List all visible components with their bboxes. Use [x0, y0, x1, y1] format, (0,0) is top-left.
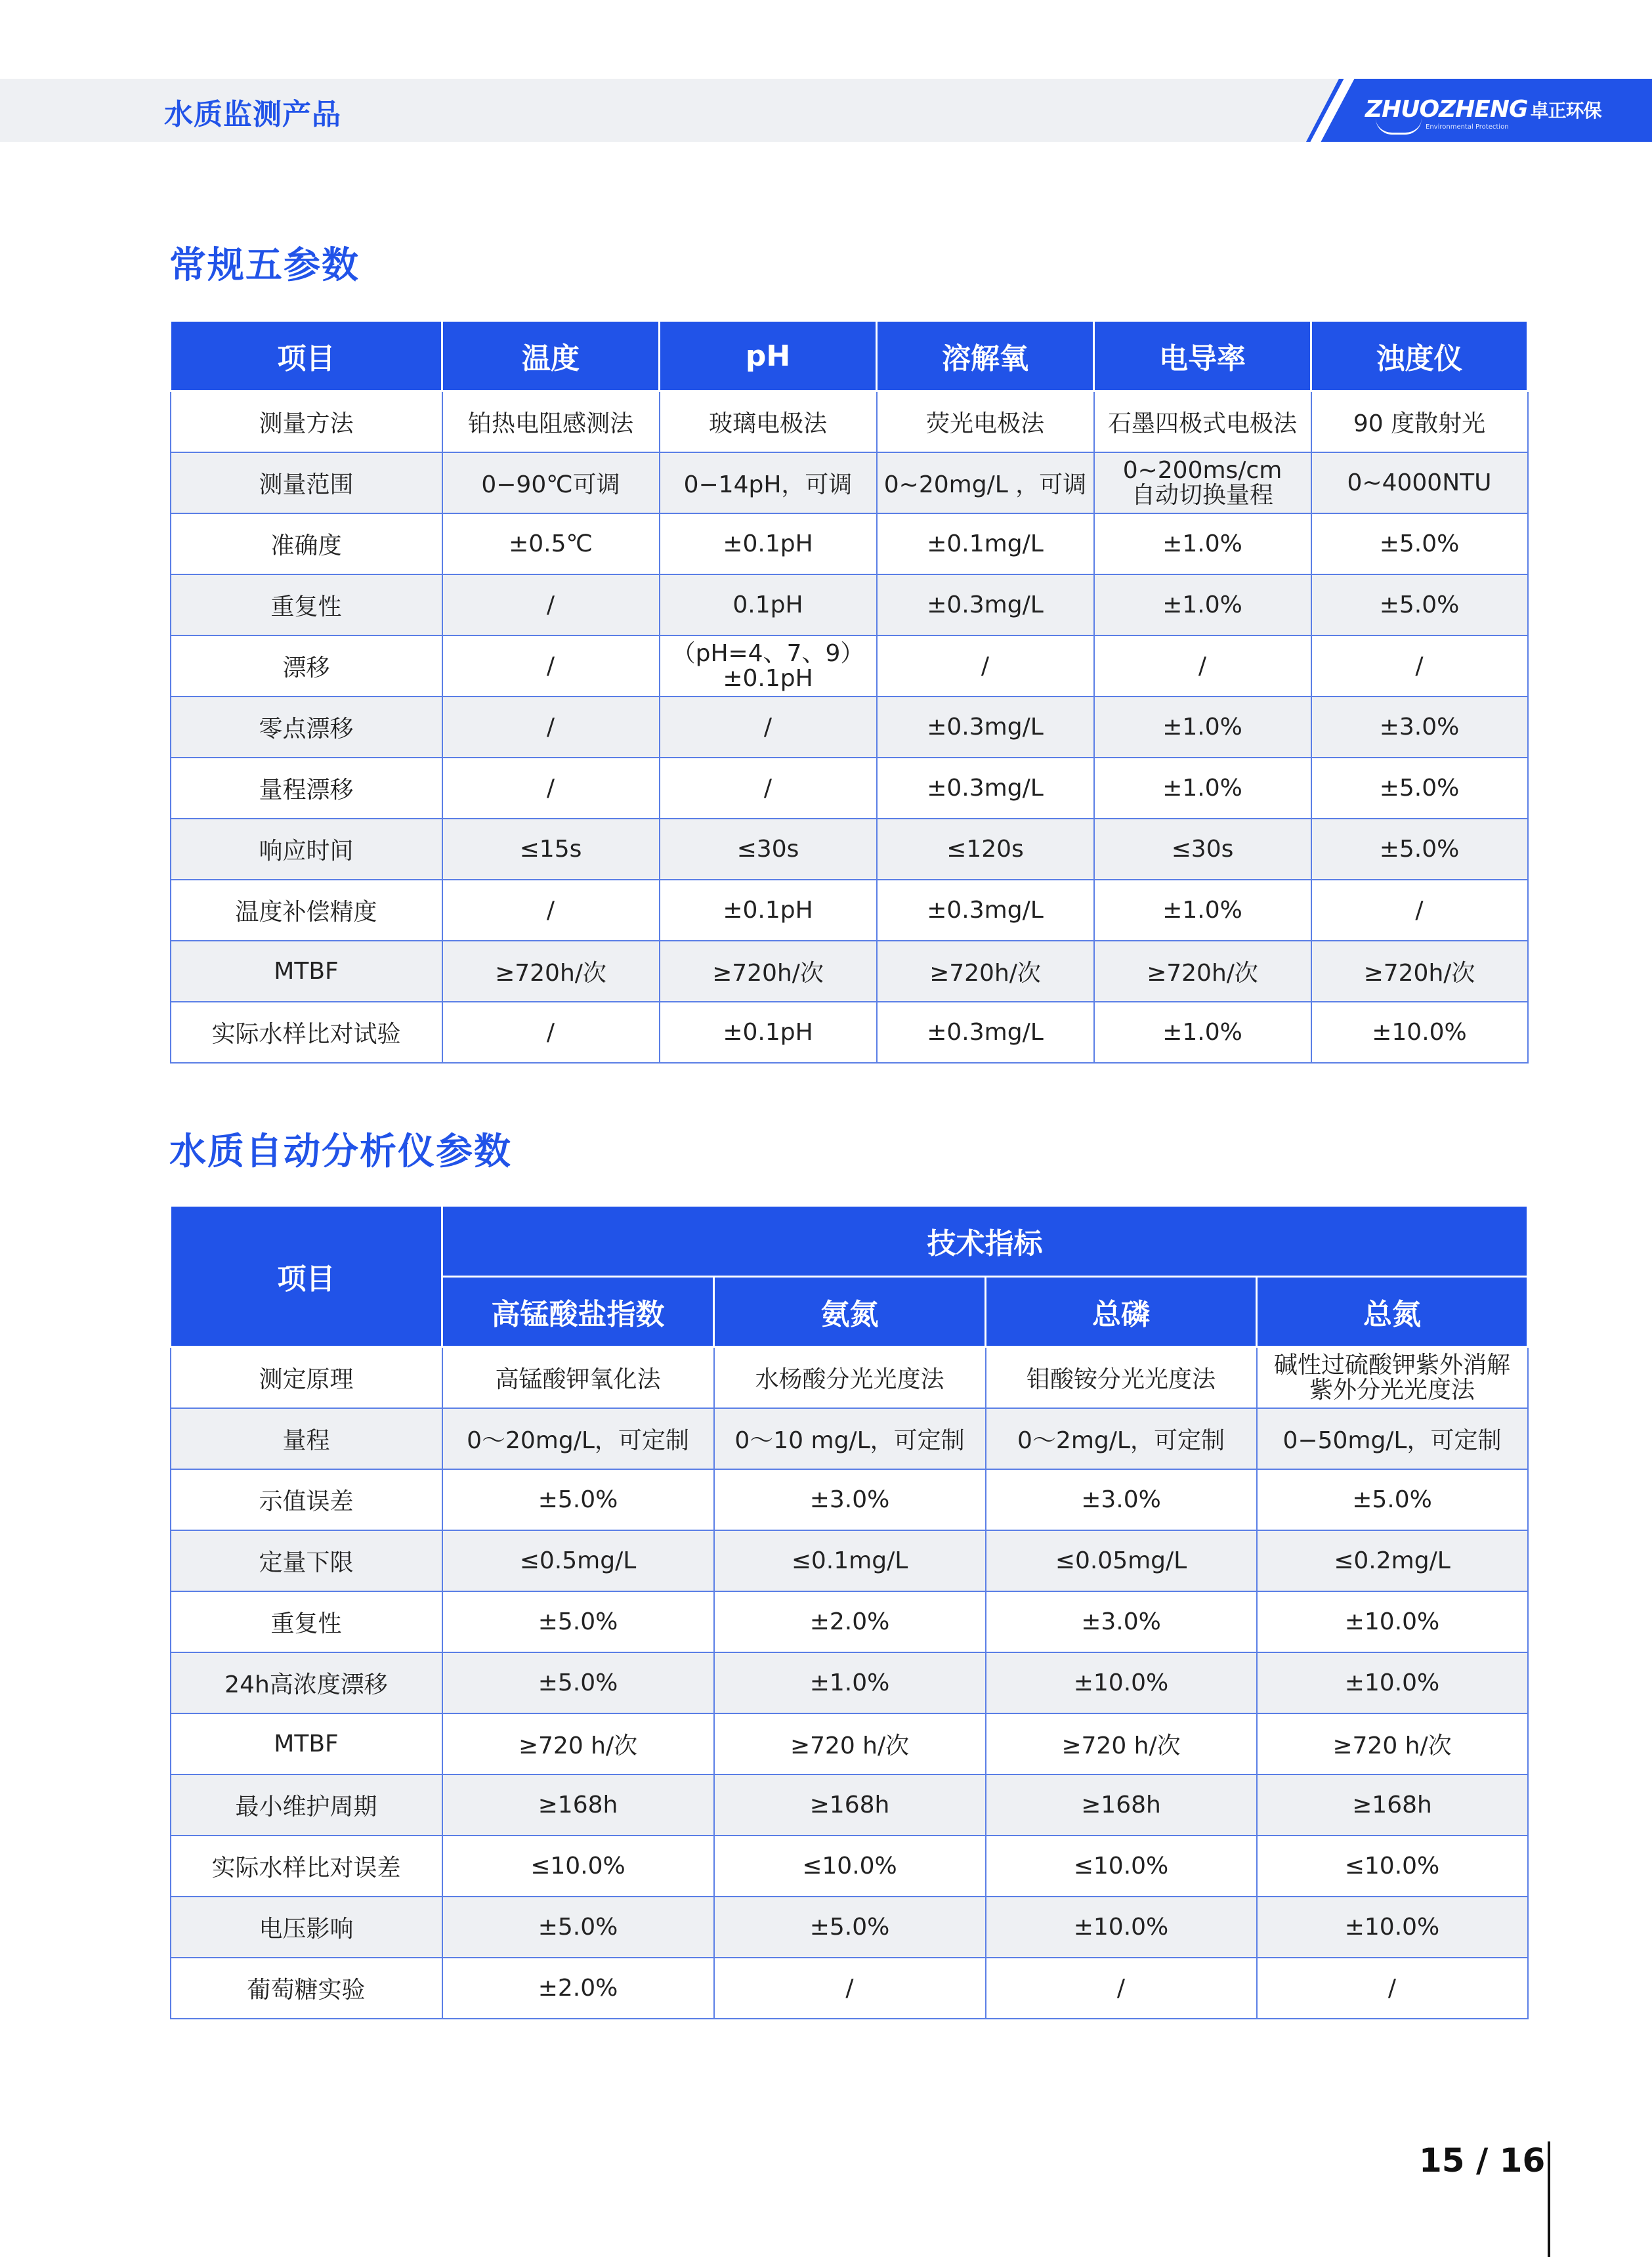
table-row: [171, 1897, 1528, 1958]
section2-title: 水质自动分析仪参数: [169, 1130, 512, 1173]
table-cell: 石墨四极式电极法: [1094, 391, 1311, 453]
table-cell: ≤120s: [877, 819, 1094, 880]
row-label: 测定原理: [171, 1347, 442, 1409]
table-row: [171, 1408, 1528, 1469]
column-header: 总氮: [1257, 1276, 1528, 1347]
table-cell: ≥720h/次: [660, 941, 877, 1002]
table-cell: 0−50mg/L，可定制: [1257, 1408, 1528, 1469]
table-cell: ≥720 h/次: [986, 1713, 1257, 1774]
table-cell: ±10.0%: [1257, 1652, 1528, 1713]
table-cell: ±10.0%: [986, 1652, 1257, 1713]
table-row: [171, 1469, 1528, 1530]
table-row: [171, 819, 1528, 880]
table-cell: 0～10 mg/L，可定制: [714, 1408, 986, 1469]
page-divider: [1548, 2141, 1550, 2257]
row-label: 定量下限: [171, 1530, 442, 1591]
table-cell: ±1.0%: [1094, 697, 1311, 758]
column-header: 总磷: [986, 1276, 1257, 1347]
row-label: 最小维护周期: [171, 1774, 442, 1836]
params-table: [169, 320, 1529, 1064]
table-cell: /: [442, 697, 660, 758]
table-cell: ±5.0%: [442, 1591, 714, 1652]
table-cell: ±0.3mg/L: [877, 1002, 1094, 1063]
row-label: 准确度: [171, 513, 442, 574]
table-cell: /: [660, 758, 877, 819]
table-cell: ±5.0%: [1257, 1469, 1528, 1530]
table-cell: ±0.1pH: [660, 880, 877, 941]
table-cell: ≥720 h/次: [1257, 1713, 1528, 1774]
row-label: 葡萄糖实验: [171, 1958, 442, 2019]
table-cell: ±1.0%: [1094, 513, 1311, 574]
table-cell: /: [660, 697, 877, 758]
table-cell: ±10.0%: [1257, 1591, 1528, 1652]
row-label: 响应时间: [171, 819, 442, 880]
table-cell: 90 度散射光: [1311, 391, 1528, 453]
table-row: [171, 1713, 1528, 1774]
table-cell: ±2.0%: [714, 1591, 986, 1652]
table-cell: ≥720h/次: [1094, 941, 1311, 1002]
table-row: [171, 1002, 1528, 1063]
table-row: [171, 1652, 1528, 1713]
table-cell: ≥168h: [442, 1774, 714, 1836]
table-cell: /: [714, 1958, 986, 2019]
column-header: 氨氮: [714, 1276, 986, 1347]
table-cell: ±1.0%: [1094, 574, 1311, 635]
column-header: 高锰酸盐指数: [442, 1276, 714, 1347]
table-cell: ±0.3mg/L: [877, 758, 1094, 819]
table-cell: 钼酸铵分光光度法: [986, 1347, 1257, 1409]
table-row: [171, 1530, 1528, 1591]
row-label: 示值误差: [171, 1469, 442, 1530]
table-row: [171, 391, 1528, 453]
table-cell: ≤10.0%: [442, 1836, 714, 1897]
row-label: 测量范围: [171, 452, 442, 513]
table-cell: ≤0.1mg/L: [714, 1530, 986, 1591]
row-label: 量程漂移: [171, 758, 442, 819]
table-header-row: [171, 1206, 1528, 1277]
table-cell: ±1.0%: [1094, 758, 1311, 819]
row-label: 重复性: [171, 574, 442, 635]
column-header: 溶解氧: [877, 321, 1094, 391]
table-row: [171, 452, 1528, 513]
table-cell: ≤10.0%: [1257, 1836, 1528, 1897]
table-cell: ≤30s: [660, 819, 877, 880]
table-cell: 0～2mg/L，可定制: [986, 1408, 1257, 1469]
table-cell: 0~4000NTU: [1311, 452, 1528, 513]
table-cell: ≤30s: [1094, 819, 1311, 880]
table-cell: ±10.0%: [1257, 1897, 1528, 1958]
table-cell: ±3.0%: [1311, 697, 1528, 758]
table-cell: ±10.0%: [986, 1897, 1257, 1958]
table-cell: /: [442, 574, 660, 635]
cell-line: 碱性过硫酸钾紫外消解: [1273, 1351, 1510, 1379]
table-cell: 高锰酸钾氧化法: [442, 1347, 714, 1409]
row-label: 电压影响: [171, 1897, 442, 1958]
table-cell: /: [1257, 1958, 1528, 2019]
table-cell: ±1.0%: [1094, 1002, 1311, 1063]
table-cell: ±10.0%: [1311, 1002, 1528, 1063]
cell-line: 0~200ms/cm: [1122, 456, 1282, 484]
table-cell: 铂热电阻感测法: [442, 391, 660, 453]
table-cell: 0−14pH，可调: [660, 452, 877, 513]
page-number: 15 / 16: [1419, 2141, 1546, 2180]
table-cell: ±3.0%: [986, 1469, 1257, 1530]
table-cell: ≤0.5mg/L: [442, 1530, 714, 1591]
table-cell: ±1.0%: [1094, 880, 1311, 941]
table-cell: ≤15s: [442, 819, 660, 880]
logo-text: ZHUOZHENG: [1365, 96, 1528, 123]
table-row: [171, 1836, 1528, 1897]
cell-line: （pH=4、7、9）: [671, 639, 864, 667]
table-row: [171, 574, 1528, 635]
table-cell: [660, 635, 877, 697]
table-cell: /: [442, 635, 660, 697]
table-cell: [1257, 1347, 1528, 1409]
table-cell: ±0.3mg/L: [877, 880, 1094, 941]
row-label: 重复性: [171, 1591, 442, 1652]
cell-line: 紫外分光光度法: [1309, 1376, 1475, 1404]
table-cell: ±0.1pH: [660, 513, 877, 574]
row-label: 漂移: [171, 635, 442, 697]
row-label: 24h高浓度漂移: [171, 1652, 442, 1713]
table-cell: ±0.3mg/L: [877, 697, 1094, 758]
row-label: 量程: [171, 1408, 442, 1469]
table-cell: /: [1094, 635, 1311, 697]
row-label: MTBF: [171, 941, 442, 1002]
row-label: MTBF: [171, 1713, 442, 1774]
table-row: [171, 1958, 1528, 2019]
table-cell: 0−90℃可调: [442, 452, 660, 513]
table-cell: ±5.0%: [1311, 574, 1528, 635]
item-header: 项目: [171, 1206, 442, 1347]
section1-title: 常规五参数: [169, 244, 360, 287]
column-header: 温度: [442, 321, 660, 391]
table-cell: ±0.1pH: [660, 1002, 877, 1063]
table-row: [171, 880, 1528, 941]
table-cell: /: [442, 880, 660, 941]
column-header: 项目: [171, 321, 442, 391]
cell-line: 自动切换量程: [1131, 481, 1273, 509]
table-cell: /: [1311, 880, 1528, 941]
table-cell: ±0.1mg/L: [877, 513, 1094, 574]
table-row: [171, 697, 1528, 758]
table-row: [171, 513, 1528, 574]
analyzer-table: [169, 1205, 1529, 2019]
row-label: 温度补偿精度: [171, 880, 442, 941]
group-header: 技术指标: [442, 1206, 1528, 1277]
table-cell: ≤0.2mg/L: [1257, 1530, 1528, 1591]
table-cell: ±5.0%: [442, 1469, 714, 1530]
table-cell: 0.1pH: [660, 574, 877, 635]
row-label: 实际水样比对试验: [171, 1002, 442, 1063]
logo-cn: 卓正环保: [1530, 100, 1601, 121]
table-row: [171, 758, 1528, 819]
table-cell: ±5.0%: [1311, 758, 1528, 819]
table-cell: ±5.0%: [714, 1897, 986, 1958]
table-row: [171, 941, 1528, 1002]
table-cell: ≥720h/次: [877, 941, 1094, 1002]
table-cell: 0~20mg/L ，可调: [877, 452, 1094, 513]
table-cell: /: [442, 1002, 660, 1063]
table-cell: ≥168h: [1257, 1774, 1528, 1836]
table-cell: ≤10.0%: [986, 1836, 1257, 1897]
table-cell: ≤10.0%: [714, 1836, 986, 1897]
table-cell: 玻璃电极法: [660, 391, 877, 453]
table-cell: /: [986, 1958, 1257, 2019]
table-cell: ±3.0%: [714, 1469, 986, 1530]
table-cell: ±5.0%: [1311, 819, 1528, 880]
column-header: pH: [660, 321, 877, 391]
table-cell: ±0.5℃: [442, 513, 660, 574]
table-cell: /: [442, 758, 660, 819]
column-header: 浊度仪: [1311, 321, 1528, 391]
table-cell: /: [1311, 635, 1528, 697]
table-cell: ±1.0%: [714, 1652, 986, 1713]
table-cell: 0～20mg/L，可定制: [442, 1408, 714, 1469]
column-header: 电导率: [1094, 321, 1311, 391]
table-cell: ±2.0%: [442, 1958, 714, 2019]
table-cell: ≥168h: [986, 1774, 1257, 1836]
table-cell: ±0.3mg/L: [877, 574, 1094, 635]
cell-line: ±0.1pH: [723, 664, 813, 692]
table-cell: ±5.0%: [442, 1652, 714, 1713]
row-label: 零点漂移: [171, 697, 442, 758]
table-cell: ≥720 h/次: [714, 1713, 986, 1774]
table-row: [171, 1591, 1528, 1652]
table-cell: ≥720h/次: [442, 941, 660, 1002]
table-cell: [1094, 452, 1311, 513]
table-cell: ≥720 h/次: [442, 1713, 714, 1774]
table-cell: 荧光电极法: [877, 391, 1094, 453]
logo-subtitle: Environmental Protection: [1426, 123, 1509, 131]
table-row: [171, 1347, 1528, 1409]
table-cell: ±5.0%: [1311, 513, 1528, 574]
table-cell: ≤0.05mg/L: [986, 1530, 1257, 1591]
table-header-row: [171, 321, 1528, 391]
table-cell: ±3.0%: [986, 1591, 1257, 1652]
row-label: 实际水样比对误差: [171, 1836, 442, 1897]
table-cell: 水杨酸分光光度法: [714, 1347, 986, 1409]
table-cell: ≥168h: [714, 1774, 986, 1836]
table-cell: ≥720h/次: [1311, 941, 1528, 1002]
table-row: [171, 1774, 1528, 1836]
table-cell: ±5.0%: [442, 1897, 714, 1958]
table-row: [171, 635, 1528, 697]
header-title: 水质监测产品: [164, 98, 341, 131]
row-label: 测量方法: [171, 391, 442, 453]
table-cell: /: [877, 635, 1094, 697]
